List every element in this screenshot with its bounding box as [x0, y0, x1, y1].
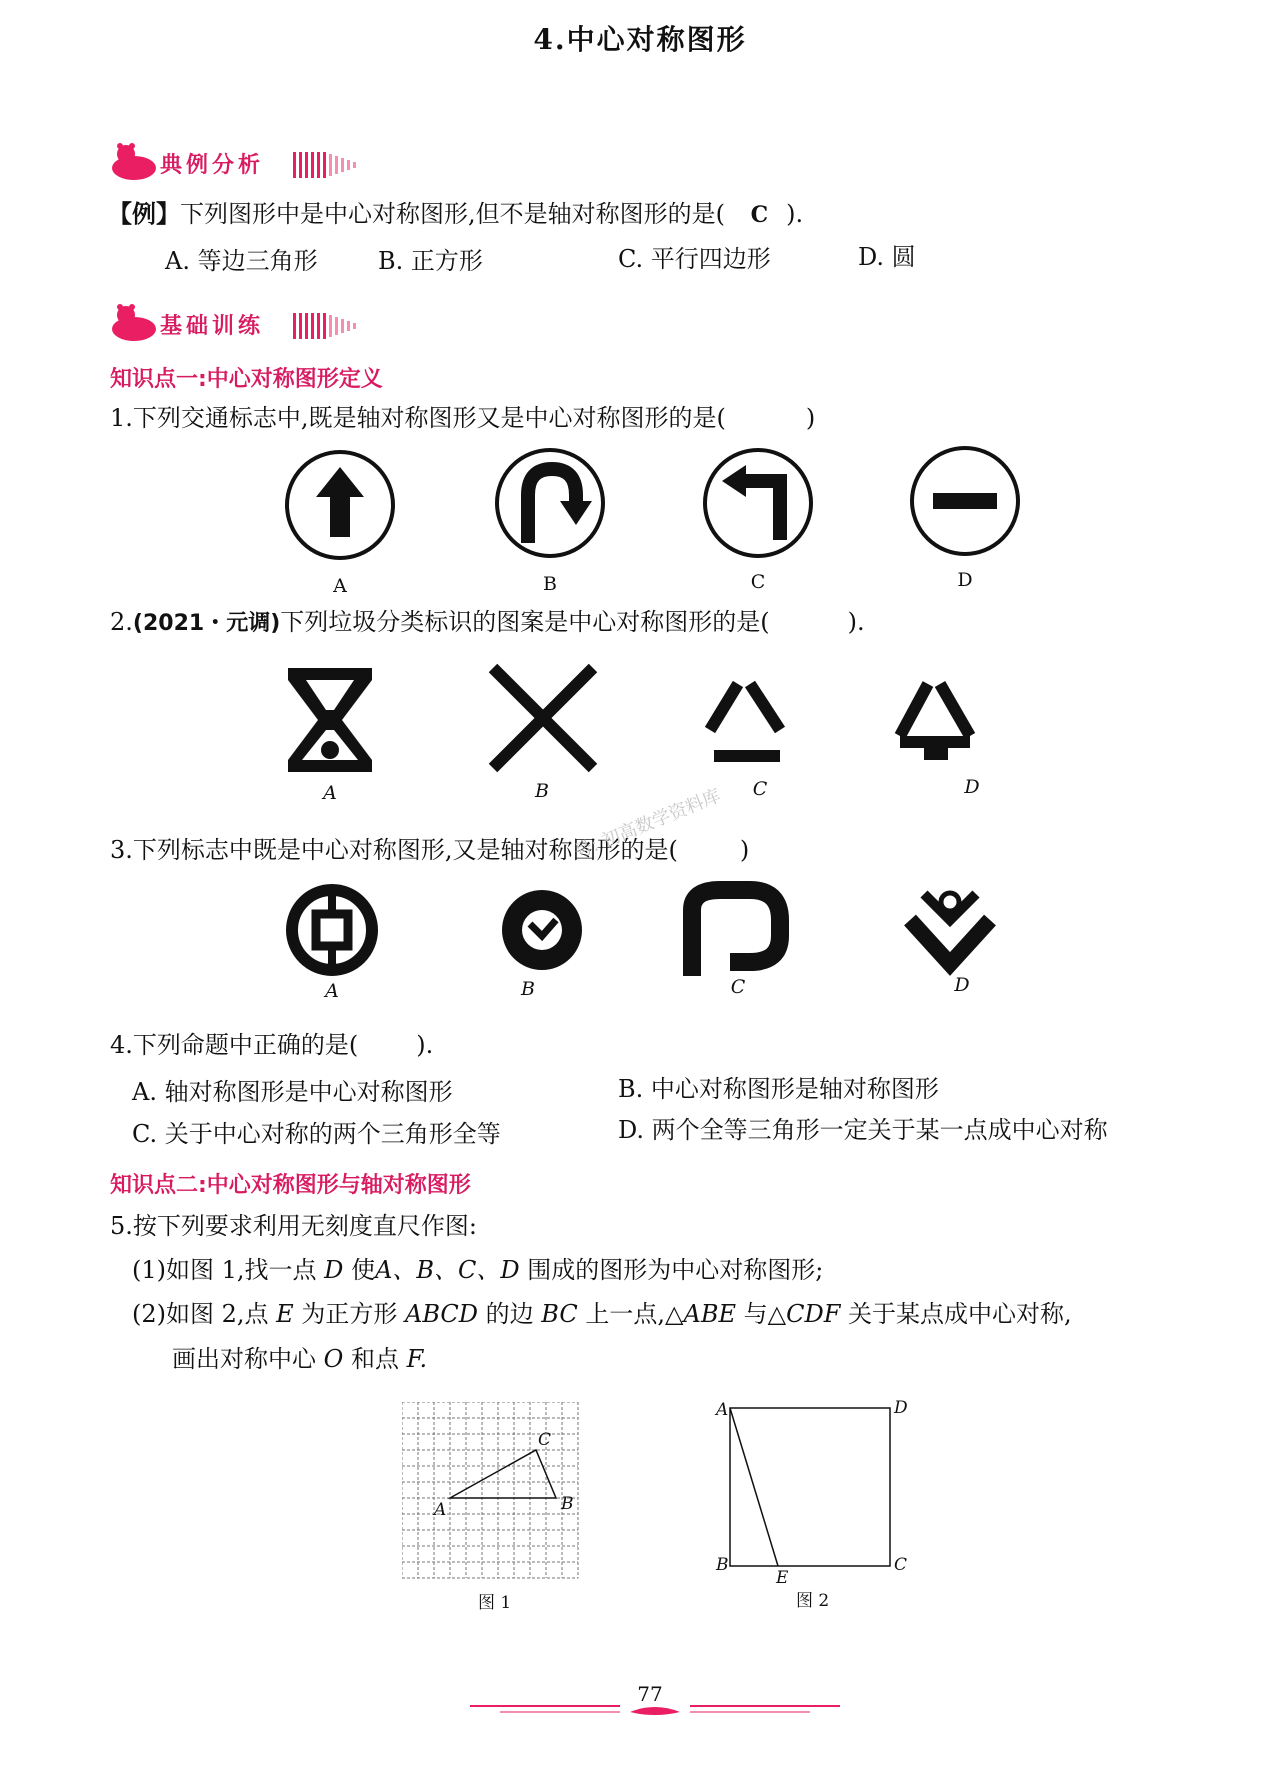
- q5-var-abe: ABE: [683, 1300, 736, 1328]
- question-5-part-1: [132, 1254, 823, 1286]
- cross-arrows-icon: [493, 668, 593, 768]
- fig2-point-c: C: [894, 1555, 908, 1575]
- question-5-part-2: [132, 1298, 1072, 1330]
- question-1: [110, 402, 815, 434]
- example-option-d: D. 圆: [858, 243, 916, 271]
- question-3: [110, 834, 749, 866]
- q3-label-a: A: [325, 980, 339, 1002]
- q2-label-d: D: [964, 776, 980, 798]
- decorative-bars: [293, 313, 373, 339]
- section-title: 基础训练: [160, 314, 265, 339]
- question-2-close: ).: [847, 608, 865, 636]
- example-close: ).: [786, 200, 804, 228]
- fig1-point-b: B: [561, 1494, 574, 1514]
- section-banner-example: [108, 142, 368, 188]
- q5-var-abcd: ABCD: [404, 1300, 479, 1328]
- q5-var-cdf: CDF: [786, 1300, 841, 1328]
- q5-var-abcd-list: A、B、C、D: [375, 1256, 520, 1284]
- figure-2-caption: 图 2: [796, 1591, 830, 1611]
- book-icon: [630, 1707, 680, 1715]
- q5-part1-text-c: 围成的图形为中心对称图形;: [527, 1256, 824, 1284]
- q4-option-d: D. 两个全等三角形一定关于某一点成中心对称: [618, 1116, 1108, 1144]
- example-text: 下列图形中是中心对称图形,但不是轴对称图形的是(: [180, 200, 725, 228]
- recycling-icons: [280, 660, 1040, 780]
- figure-1-caption: 图 1: [478, 1593, 512, 1613]
- question-4-close: ).: [416, 1031, 434, 1059]
- q1-label-c: C: [750, 571, 766, 593]
- section-title: 典例分析: [160, 153, 265, 178]
- question-1-text: 1.下列交通标志中,既是轴对称图形又是中心对称图形的是(: [110, 404, 726, 432]
- q4-option-c: C. 关于中心对称的两个三角形全等: [132, 1120, 501, 1148]
- question-5-part-2-line-2: [172, 1343, 427, 1375]
- flower-logo-icon: [502, 890, 582, 970]
- q2-label-c: C: [752, 778, 768, 800]
- q3-label-c: C: [730, 976, 746, 998]
- q5-part1-text-b: 使: [351, 1256, 376, 1284]
- question-2-source: (2021・元调): [132, 611, 281, 636]
- fig1-point-a: A: [434, 1500, 447, 1520]
- chevron-c-logo-icon: [910, 893, 990, 964]
- q5-part2-text-a: (2)如图 2,点: [132, 1300, 269, 1328]
- q5-var-d: D: [324, 1256, 344, 1284]
- question-2-number: 2.: [110, 608, 133, 636]
- q5-part2-text-c: 的边: [485, 1300, 534, 1328]
- figure-1-grid: [402, 1402, 582, 1582]
- page-number: 77: [637, 1682, 663, 1706]
- sign-up-arrow-icon: [287, 452, 393, 558]
- q5-var-e: E: [276, 1300, 294, 1328]
- question-3-text: 3.下列标志中既是中心对称图形,又是轴对称图形的是(: [110, 836, 678, 864]
- sign-no-entry-icon: [912, 448, 1018, 554]
- recycle-tree-icon: [900, 684, 970, 760]
- example-option-a: A. 等边三角形: [165, 247, 318, 275]
- q1-label-d: D: [957, 569, 973, 591]
- example-question: [108, 198, 803, 231]
- fig2-point-a: A: [716, 1400, 729, 1420]
- example-option-c: C. 平行四边形: [618, 245, 771, 273]
- q5-var-o: O: [323, 1345, 344, 1373]
- example-tag: 【例】: [108, 199, 180, 228]
- q5-var-bc: BC: [541, 1300, 578, 1328]
- knowledge-point-2: 知识点二:中心对称图形与轴对称图形: [110, 1173, 471, 1198]
- page-title: 4.中心对称图形: [533, 23, 747, 56]
- bear-icon: [108, 142, 160, 182]
- q3-label-b: B: [521, 978, 535, 1000]
- fig2-point-e: E: [776, 1568, 789, 1588]
- question-2-text: 下列垃圾分类标识的图案是中心对称图形的是(: [280, 608, 770, 636]
- question-4-text: 4.下列命题中正确的是(: [110, 1031, 359, 1059]
- q2-label-a: A: [323, 782, 337, 804]
- question-2: [110, 606, 865, 640]
- fig1-point-c: C: [538, 1430, 552, 1450]
- q5-part2-text-d: 上一点,△: [585, 1300, 684, 1328]
- q5-part2-line2-text-a: 画出对称中心: [172, 1345, 316, 1373]
- logo-icons: [280, 880, 1040, 990]
- hourglass-icon: [288, 668, 372, 772]
- q4-option-a: A. 轴对称图形是中心对称图形: [132, 1078, 453, 1106]
- q5-part2-text-b: 为正方形: [301, 1300, 398, 1328]
- question-1-close: ): [805, 404, 816, 432]
- q1-label-a: A: [333, 575, 347, 597]
- question-4: [110, 1029, 433, 1061]
- sign-left-turn-icon: [705, 450, 811, 556]
- knowledge-point-1: 知识点一:中心对称图形定义: [110, 367, 383, 392]
- q5-var-f: F.: [406, 1345, 428, 1373]
- fig2-point-b: B: [716, 1555, 729, 1575]
- q2-label-b: B: [535, 780, 549, 802]
- question-5: 5.按下列要求利用无刻度直尺作图:: [110, 1212, 477, 1240]
- question-3-close: ): [739, 836, 750, 864]
- bear-icon: [108, 303, 160, 343]
- example-answer: C: [750, 202, 769, 228]
- watermark: 号: 初高数学资料库: [571, 785, 724, 864]
- q5-part2-line2-text-b: 和点: [350, 1345, 399, 1373]
- sign-u-turn-icon: [497, 450, 603, 556]
- q5-part2-text-e: 与△: [743, 1300, 787, 1328]
- section-banner-training: [108, 303, 368, 349]
- traffic-signs: [280, 445, 1080, 565]
- q5-part2-text-f: 关于某点成中心对称,: [848, 1300, 1072, 1328]
- q3-label-d: D: [954, 974, 970, 996]
- s-shape-logo-icon: [692, 890, 780, 976]
- figure-2-square: [720, 1400, 900, 1572]
- recycle-triangle-icon: [710, 684, 780, 756]
- q4-option-b: B. 中心对称图形是轴对称图形: [618, 1075, 939, 1103]
- coin-logo-icon: [292, 888, 372, 972]
- decorative-bars: [293, 152, 373, 178]
- fig2-point-d: D: [894, 1398, 908, 1418]
- q1-label-b: B: [543, 573, 557, 595]
- q5-part1-text-a: (1)如图 1,找一点: [132, 1256, 317, 1284]
- example-option-b: B. 正方形: [378, 247, 483, 275]
